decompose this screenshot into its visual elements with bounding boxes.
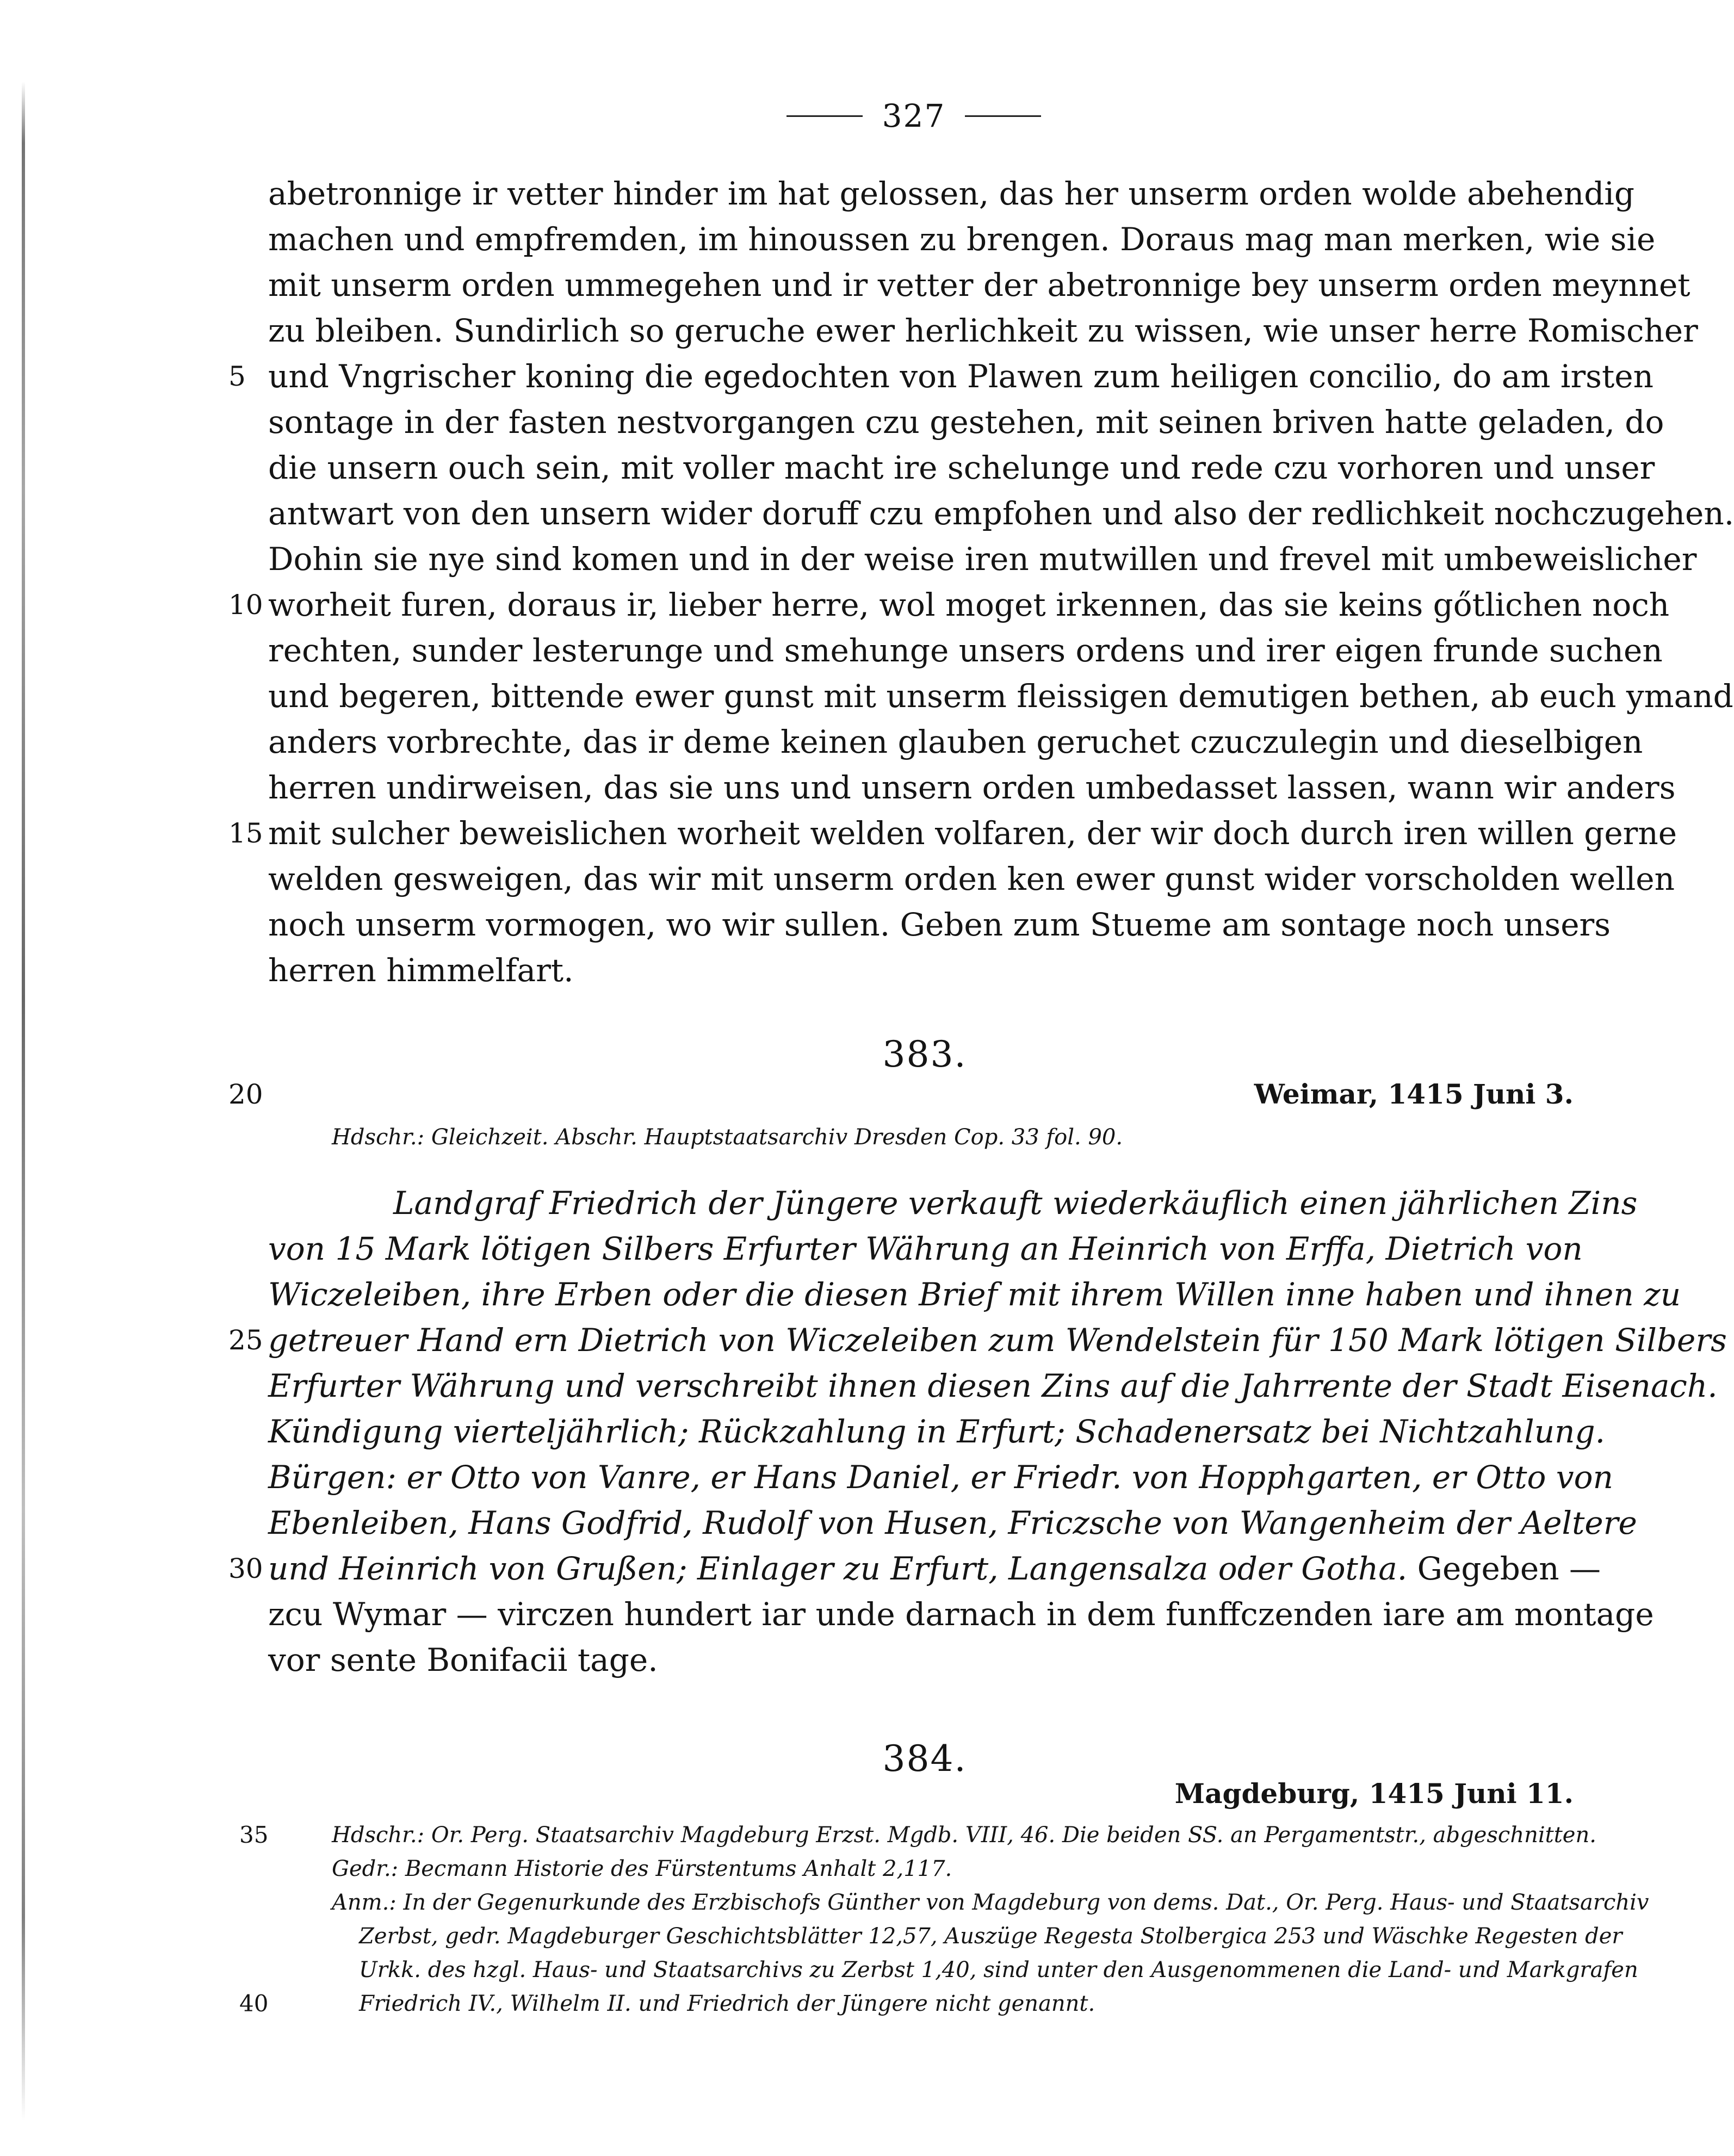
line-number: 15 bbox=[228, 817, 263, 849]
regest-line-mixed bbox=[268, 1546, 1601, 1591]
regest-line: Landgraf Friedrich der Jüngere verkauft wiederkäuflich einen jährlichen Zins bbox=[393, 1185, 1638, 1222]
page-number: 327 bbox=[882, 97, 946, 134]
text-line: antwart von den unsern wider doruff czu empfohen und also der redlichkeit nochczugehen. bbox=[268, 495, 1734, 532]
annotation-note-cont: Zerbst, gedr. Magdeburger Geschichtsblätter 12,57, Auszüge Regesta Stolbergica 253 und Wäschke Regesten der bbox=[359, 1924, 1622, 1949]
text-line: zcu Wymar — virczen hundert iar unde darnach in dem funffczenden iare am montage bbox=[268, 1596, 1654, 1633]
text-line: anders vorbrechte, das ir deme keinen glauben geruchet czuczulegin und dieselbigen bbox=[268, 723, 1643, 760]
scan-edge-shadow bbox=[22, 82, 25, 2121]
text-line: rechten, sunder lesterunge und smehunge unsers ordens und irer eigen frunde suchen bbox=[268, 632, 1663, 669]
regest-line-italic-part: und Heinrich von Grußen; Einlager zu Erfurt, Langensalza oder Gotha. bbox=[268, 1550, 1408, 1587]
line-number: 20 bbox=[228, 1079, 263, 1110]
text-line: und begeren, bittende ewer gunst mit unserm fleissigen demutigen bethen, ab euch ymand bbox=[268, 678, 1733, 715]
source-note-383: Hdschr.: Gleichzeit. Abschr. Hauptstaatsarchiv Dresden Cop. 33 fol. 90. bbox=[332, 1125, 1123, 1150]
text-line: zu bleiben. Sundirlich so geruche ewer herlichkeit zu wissen, wie unser herre Romischer bbox=[268, 312, 1698, 349]
text-line: mit sulcher beweislichen worheit welden volfaren, der wir doch durch iren willen gerne bbox=[268, 815, 1677, 852]
regest-line: Ebenleiben, Hans Godfrid, Rudolf von Husen, Friczsche von Wangenheim der Aeltere bbox=[268, 1504, 1637, 1541]
line-number: 10 bbox=[228, 589, 263, 621]
archive-note: Hdschr.: Or. Perg. Staatsarchiv Magdeburg Erzst. Mgdb. VIII, 46. Die beiden SS. an Pergamentstr., abgeschnitten. bbox=[332, 1823, 1596, 1848]
document-number-383: 383. bbox=[882, 1033, 967, 1075]
header-rule-right bbox=[965, 115, 1041, 117]
line-number: 30 bbox=[228, 1553, 263, 1584]
regest-line: getreuer Hand ern Dietrich von Wiczeleiben zum Wendelstein für 150 Mark lötigen Silbers bbox=[268, 1322, 1727, 1359]
text-line: herren himmelfart. bbox=[268, 952, 574, 989]
line-number: 35 bbox=[239, 1822, 269, 1848]
text-line: herren undirweisen, das sie uns und unsern orden umbedasset lassen, wann wir anders bbox=[268, 769, 1676, 806]
header-rule-left bbox=[787, 115, 863, 117]
regest-line: Wiczeleiben, ihre Erben oder die diesen Brief mit ihrem Willen inne haben und ihnen zu bbox=[268, 1276, 1681, 1313]
annotation-note-cont: Urkk. des hzgl. Haus- und Staatsarchivs zu Zerbst 1,40, sind unter den Ausgenommenen die Land- und Markgrafen bbox=[359, 1957, 1638, 1982]
text-line: welden gesweigen, das wir mit unserm orden ken ewer gunst wider vorscholden wellen bbox=[268, 860, 1675, 897]
text-line: Dohin sie nye sind komen und in der weise iren mutwillen und frevel mit umbeweislicher bbox=[268, 541, 1697, 578]
line-number: 40 bbox=[239, 1990, 269, 2017]
regest-line: von 15 Mark lötigen Silbers Erfurter Währung an Heinrich von Erffa, Dietrich von bbox=[268, 1230, 1583, 1267]
annotation-note-cont: Friedrich IV., Wilhelm II. und Friedrich der Jüngere nicht genannt. bbox=[359, 1991, 1095, 2016]
line-number: 25 bbox=[228, 1324, 263, 1356]
document-place-date-384: Magdeburg, 1415 Juni 11. bbox=[1174, 1777, 1574, 1810]
text-line: worheit furen, doraus ir, lieber herre, wol moget irkennen, das sie keins gőtlichen noch bbox=[268, 586, 1670, 623]
text-line: abetronnige ir vetter hinder im hat gelossen, das her unserm orden wolde abehendig bbox=[268, 175, 1635, 212]
text-line: vor sente Bonifacii tage. bbox=[268, 1641, 658, 1678]
print-note: Gedr.: Becmann Historie des Fürstentums Anhalt 2,117. bbox=[332, 1856, 952, 1881]
document-number-384: 384. bbox=[882, 1738, 967, 1780]
text-line: mit unserm orden ummegehen und ir vetter der abetronnige bey unserm orden meynnet bbox=[268, 267, 1690, 303]
regest-line: Bürgen: er Otto von Vanre, er Hans Daniel, er Friedr. von Hopphgarten, er Otto von bbox=[268, 1459, 1613, 1496]
regest-line-roman-part: Gegeben — bbox=[1407, 1550, 1601, 1587]
text-line: sontage in der fasten nestvorgangen czu gestehen, mit seinen briven hatte geladen, do bbox=[268, 404, 1664, 441]
text-line: und Vngrischer koning die egedochten von Plawen zum heiligen concilio, do am irsten bbox=[268, 358, 1654, 395]
text-line: noch unserm vormogen, wo wir sullen. Geben zum Stueme am sontage noch unsers bbox=[268, 906, 1611, 943]
text-line: machen und empfremden, im hinoussen zu brengen. Doraus mag man merken, wie sie bbox=[268, 221, 1656, 258]
regest-line: Kündigung vierteljährlich; Rückzahlung in Erfurt; Schadenersatz bei Nichtzahlung. bbox=[268, 1413, 1606, 1450]
document-place-date-383: Weimar, 1415 Juni 3. bbox=[1254, 1078, 1574, 1110]
regest-line: Erfurter Währung und verschreibt ihnen diesen Zins auf die Jahrrente der Stadt Eisenach. bbox=[268, 1367, 1718, 1404]
text-line: die unsern ouch sein, mit voller macht ire schelunge und rede czu vorhoren und unser bbox=[268, 449, 1655, 486]
annotation-note: Anm.: In der Gegenurkunde des Erzbischofs Günther von Magdeburg von dems. Dat., Or. Perg. Haus- und Staatsarchiv bbox=[332, 1890, 1649, 1915]
page-header bbox=[751, 91, 1077, 140]
line-number: 5 bbox=[228, 361, 246, 392]
